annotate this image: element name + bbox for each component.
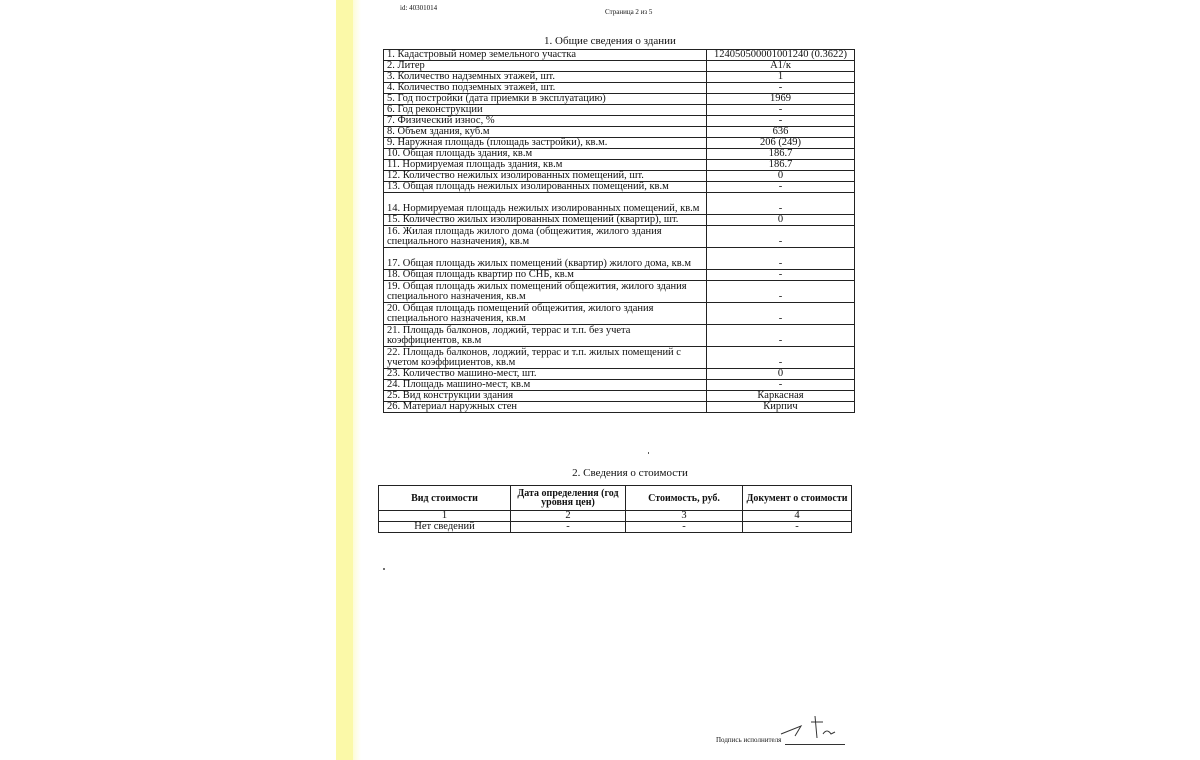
row-label: 8. Объем здания, куб.м bbox=[384, 127, 707, 138]
row-label: 7. Физический износ, % bbox=[384, 116, 707, 127]
signature-line bbox=[785, 744, 845, 745]
table-row bbox=[384, 193, 855, 215]
scan-speck bbox=[383, 568, 385, 570]
row-value: 0 bbox=[707, 369, 855, 380]
row-label: 17. Общая площадь жилых помещений (квартир) жилого дома, кв.м bbox=[384, 248, 707, 270]
col-number: 3 bbox=[626, 511, 743, 522]
table-row bbox=[384, 171, 855, 182]
table-row bbox=[384, 215, 855, 226]
col-header-document: Документ о стоимости bbox=[743, 486, 852, 511]
scan-speck bbox=[648, 452, 649, 454]
row-label: 20. Общая площадь помещений общежития, жилого здания специального назначения, кв.м bbox=[384, 303, 707, 325]
row-value: - bbox=[707, 226, 855, 248]
signature-label: Подпись исполнителя bbox=[716, 736, 782, 744]
row-value: - bbox=[707, 325, 855, 347]
document-value: - bbox=[743, 522, 852, 533]
row-value: - bbox=[707, 105, 855, 116]
row-value: 124050500001001240 (0.3622) bbox=[707, 50, 855, 61]
table-row bbox=[384, 391, 855, 402]
table-row bbox=[384, 182, 855, 193]
row-value: - bbox=[707, 182, 855, 193]
col-header-date: Дата определения (год уровня цен) bbox=[511, 486, 626, 511]
table-row bbox=[384, 94, 855, 105]
table-row bbox=[384, 325, 855, 347]
scan-yellow-edge bbox=[336, 0, 353, 760]
row-value: - bbox=[707, 83, 855, 94]
table-row bbox=[384, 83, 855, 94]
table-row bbox=[384, 303, 855, 325]
row-value: 0 bbox=[707, 215, 855, 226]
row-label: 12. Количество нежилых изолированных помещений, шт. bbox=[384, 171, 707, 182]
table-row bbox=[384, 61, 855, 72]
table-row bbox=[384, 72, 855, 83]
row-label: 19. Общая площадь жилых помещений общежития, жилого здания специального назначения, кв.м bbox=[384, 281, 707, 303]
date-value: - bbox=[511, 522, 626, 533]
row-value: - bbox=[707, 193, 855, 215]
general-info-table bbox=[383, 49, 855, 413]
table-number-row bbox=[379, 511, 852, 522]
col-number: 1 bbox=[379, 511, 511, 522]
row-value: 1 bbox=[707, 72, 855, 83]
table-header-row bbox=[379, 486, 852, 511]
row-label: 10. Общая площадь здания, кв.м bbox=[384, 149, 707, 160]
table-row bbox=[384, 369, 855, 380]
table-row bbox=[384, 127, 855, 138]
row-value: 186.7 bbox=[707, 149, 855, 160]
section-1-title: 1. Общие сведения о здании bbox=[544, 35, 676, 47]
table-row bbox=[384, 248, 855, 270]
row-value: А1/к bbox=[707, 61, 855, 72]
row-value: 206 (249) bbox=[707, 138, 855, 149]
row-value: 1969 bbox=[707, 94, 855, 105]
amount-value: - bbox=[626, 522, 743, 533]
page-number: Страница 2 из 5 bbox=[605, 8, 653, 16]
row-label: 26. Материал наружных стен bbox=[384, 402, 707, 413]
row-label: 1. Кадастровый номер земельного участка bbox=[384, 50, 707, 61]
row-value: - bbox=[707, 116, 855, 127]
cost-table bbox=[378, 485, 852, 533]
table-row bbox=[384, 347, 855, 369]
table-row bbox=[384, 402, 855, 413]
scan-yellow-fade bbox=[353, 0, 361, 760]
row-value: - bbox=[707, 270, 855, 281]
row-label: 18. Общая площадь квартир по СНБ, кв.м bbox=[384, 270, 707, 281]
section-2-title: 2. Сведения о стоимости bbox=[572, 467, 688, 479]
table-row bbox=[384, 281, 855, 303]
table-row bbox=[384, 105, 855, 116]
row-label: 5. Год постройки (дата приемки в эксплуатацию) bbox=[384, 94, 707, 105]
row-value: - bbox=[707, 380, 855, 391]
row-label: 13. Общая площадь нежилых изолированных помещений, кв.м bbox=[384, 182, 707, 193]
col-header-cost-type: Вид стоимости bbox=[379, 486, 511, 511]
row-label: 11. Нормируемая площадь здания, кв.м bbox=[384, 160, 707, 171]
cost-type-value: Нет сведений bbox=[379, 522, 511, 533]
col-header-amount: Стоимость, руб. bbox=[626, 486, 743, 511]
row-label: 14. Нормируемая площадь нежилых изолированных помещений, кв.м bbox=[384, 193, 707, 215]
row-label: 6. Год реконструкции bbox=[384, 105, 707, 116]
col-number: 4 bbox=[743, 511, 852, 522]
table-row bbox=[384, 380, 855, 391]
row-label: 3. Количество надземных этажей, шт. bbox=[384, 72, 707, 83]
table-row bbox=[384, 226, 855, 248]
row-value: 0 bbox=[707, 171, 855, 182]
row-value: Кирпич bbox=[707, 402, 855, 413]
row-label: 2. Литер bbox=[384, 61, 707, 72]
table-row bbox=[384, 149, 855, 160]
row-label: 25. Вид конструкции здания bbox=[384, 391, 707, 402]
row-label: 9. Наружная площадь (площадь застройки), кв.м. bbox=[384, 138, 707, 149]
col-number: 2 bbox=[511, 511, 626, 522]
row-value: 636 bbox=[707, 127, 855, 138]
row-value: - bbox=[707, 303, 855, 325]
row-label: 23. Количество машино-мест, шт. bbox=[384, 369, 707, 380]
table-row bbox=[379, 522, 852, 533]
row-value: 186.7 bbox=[707, 160, 855, 171]
row-label: 22. Площадь балконов, лоджий, террас и т.п. жилых помещений с учетом коэффициентов, кв.м bbox=[384, 347, 707, 369]
document-id: id: 40301014 bbox=[400, 4, 438, 12]
table-row bbox=[384, 50, 855, 61]
row-label: 21. Площадь балконов, лоджий, террас и т.п. без учета коэффициентов, кв.м bbox=[384, 325, 707, 347]
row-label: 15. Количество жилых изолированных помещений (квартир), шт. bbox=[384, 215, 707, 226]
table-row bbox=[384, 270, 855, 281]
table-row bbox=[384, 116, 855, 127]
table-row bbox=[384, 138, 855, 149]
table-row bbox=[384, 160, 855, 171]
row-label: 16. Жилая площадь жилого дома (общежития, жилого здания специального назначения), кв.м bbox=[384, 226, 707, 248]
row-value: - bbox=[707, 347, 855, 369]
row-label: 4. Количество подземных этажей, шт. bbox=[384, 83, 707, 94]
row-value: - bbox=[707, 248, 855, 270]
row-value: Каркасная bbox=[707, 391, 855, 402]
row-value: - bbox=[707, 281, 855, 303]
row-label: 24. Площадь машино-мест, кв.м bbox=[384, 380, 707, 391]
signature-mark bbox=[775, 712, 845, 744]
